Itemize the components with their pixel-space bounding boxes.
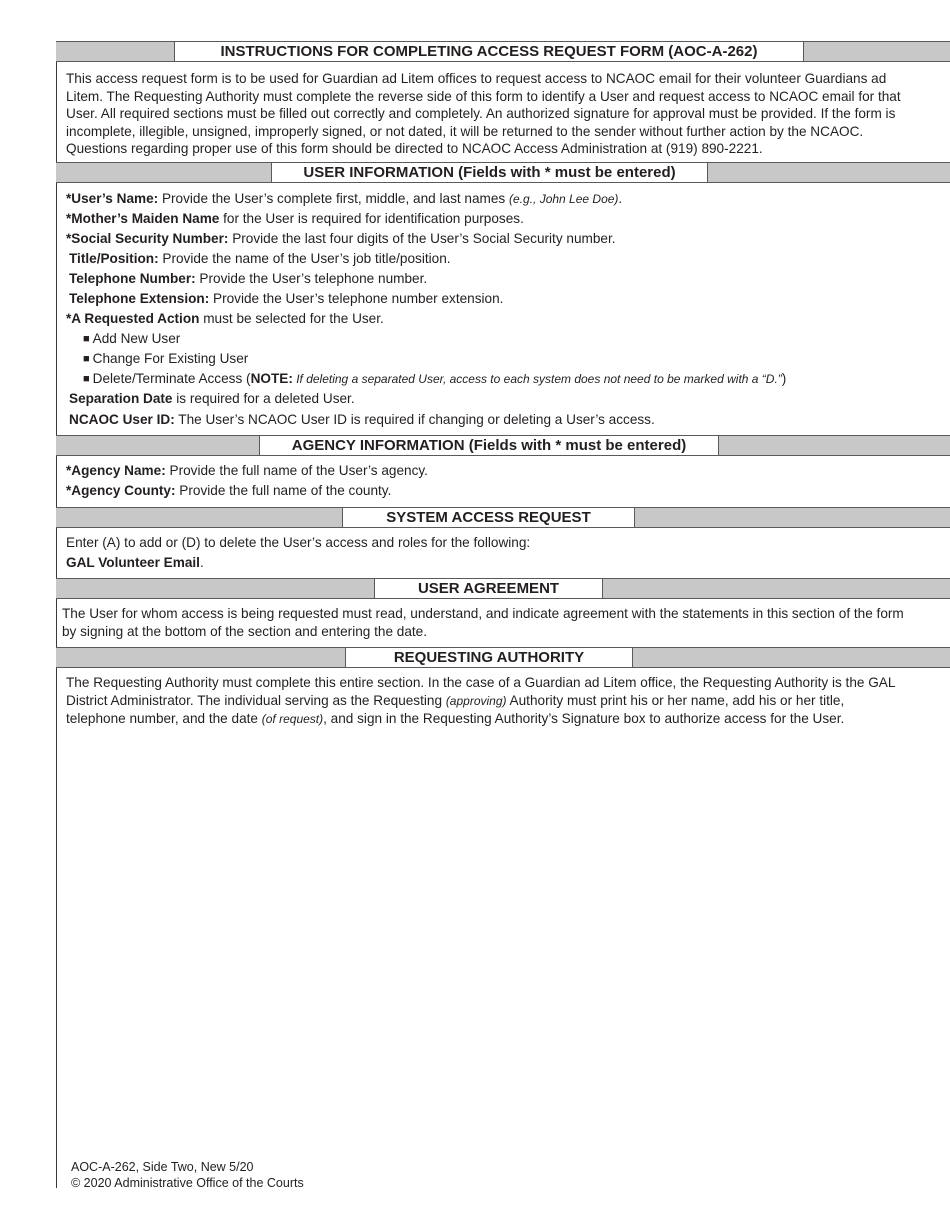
square-bullet-icon: ■ — [83, 373, 90, 385]
requested-action-line: *A Requested Action must be selected for the User. — [66, 311, 384, 326]
gal-email-line: GAL Volunteer Email. — [66, 555, 204, 570]
title-line: Title/Position: Provide the name of the User’s job title/position. — [69, 251, 451, 266]
intro-paragraph: This access request form is to be used for Guardian ad Litem offices to request access to NCAOC email for their volunteer Guardians ad Litem. The Requesting Authority must complete the reverse side of this form to identify a User and request access to NCAOC email for that User. All required sections must be filled out correctly and completely. An authorized signature for approval must be provided. If the form is incomplete, illegible, unsigned, improperly signed, or not dated, it will be returned to the sender without further action by the NCAOC. Questions regarding proper use of this form should be directed to NCAOC Access Administration at (919) 890-2221. — [66, 71, 901, 156]
agency-county-line: *Agency County: Provide the full name of the county. — [66, 483, 392, 498]
system-access-text: Enter (A) to add or (D) to delete the User’s access and roles for the following: — [66, 535, 531, 550]
requesting-authority-header-bar — [56, 647, 950, 668]
system-access-header-bar — [56, 507, 950, 528]
instructions-header-bar — [56, 41, 950, 62]
requesting-authority-text: The Requesting Authority must complete this entire section. In the case of a Guardian ad Litem office, the Requesting Authority is the GAL District Administrator. The individual serving as the Requesting (approving) Authority must print his or her name, add his or her title, telephone number, and the date (of request), and sign in the Requesting Authority’s Signature box to authorize access for the User. — [66, 675, 895, 726]
bullet-add-user: ■ Add New User — [83, 331, 181, 346]
left-border — [56, 41, 57, 1188]
user-name-line: *User’s Name: Provide the User’s complete first, middle, and last names (e.g., John Lee Doe). — [66, 191, 623, 206]
agency-name-line: *Agency Name: Provide the full name of the User’s agency. — [66, 463, 428, 478]
copyright-footer: © 2020 Administrative Office of the Courts — [71, 1176, 304, 1190]
user-agreement-header-bar — [56, 578, 950, 599]
requesting-authority-header: REQUESTING AUTHORITY — [345, 647, 633, 668]
ssn-line: *Social Security Number: Provide the last four digits of the User’s Social Security number. — [66, 231, 616, 246]
system-access-header: SYSTEM ACCESS REQUEST — [342, 507, 635, 528]
agency-info-header: AGENCY INFORMATION (Fields with * must be entered) — [259, 435, 719, 456]
agency-info-header-bar — [56, 435, 950, 456]
bullet-change-user: ■ Change For Existing User — [83, 351, 249, 366]
extension-line: Telephone Extension: Provide the User’s telephone number extension. — [69, 291, 504, 306]
user-agreement-text: The User for whom access is being requested must read, understand, and indicate agreement with the statements in this section of the form by signing at the bottom of the section and entering the date. — [62, 606, 904, 639]
instructions-header: INSTRUCTIONS FOR COMPLETING ACCESS REQUEST FORM (AOC-A-262) — [174, 41, 804, 62]
user-info-header-bar — [56, 162, 950, 183]
maiden-name-line: *Mother’s Maiden Name for the User is required for identification purposes. — [66, 211, 524, 226]
form-id-footer: AOC-A-262, Side Two, New 5/20 — [71, 1160, 254, 1174]
square-bullet-icon: ■ — [83, 333, 90, 345]
phone-line: Telephone Number: Provide the User’s telephone number. — [69, 271, 428, 286]
user-id-line: NCAOC User ID: The User’s NCAOC User ID is required if changing or deleting a User’s access. — [69, 412, 655, 427]
user-agreement-header: USER AGREEMENT — [374, 578, 603, 599]
separation-date-line: Separation Date is required for a deleted User. — [69, 391, 355, 406]
user-info-header: USER INFORMATION (Fields with * must be entered) — [271, 162, 708, 183]
square-bullet-icon: ■ — [83, 353, 90, 365]
bullet-delete-access: ■ Delete/Terminate Access (NOTE: If deleting a separated User, access to each system does not need to be marked with a “D.”) — [83, 371, 787, 386]
